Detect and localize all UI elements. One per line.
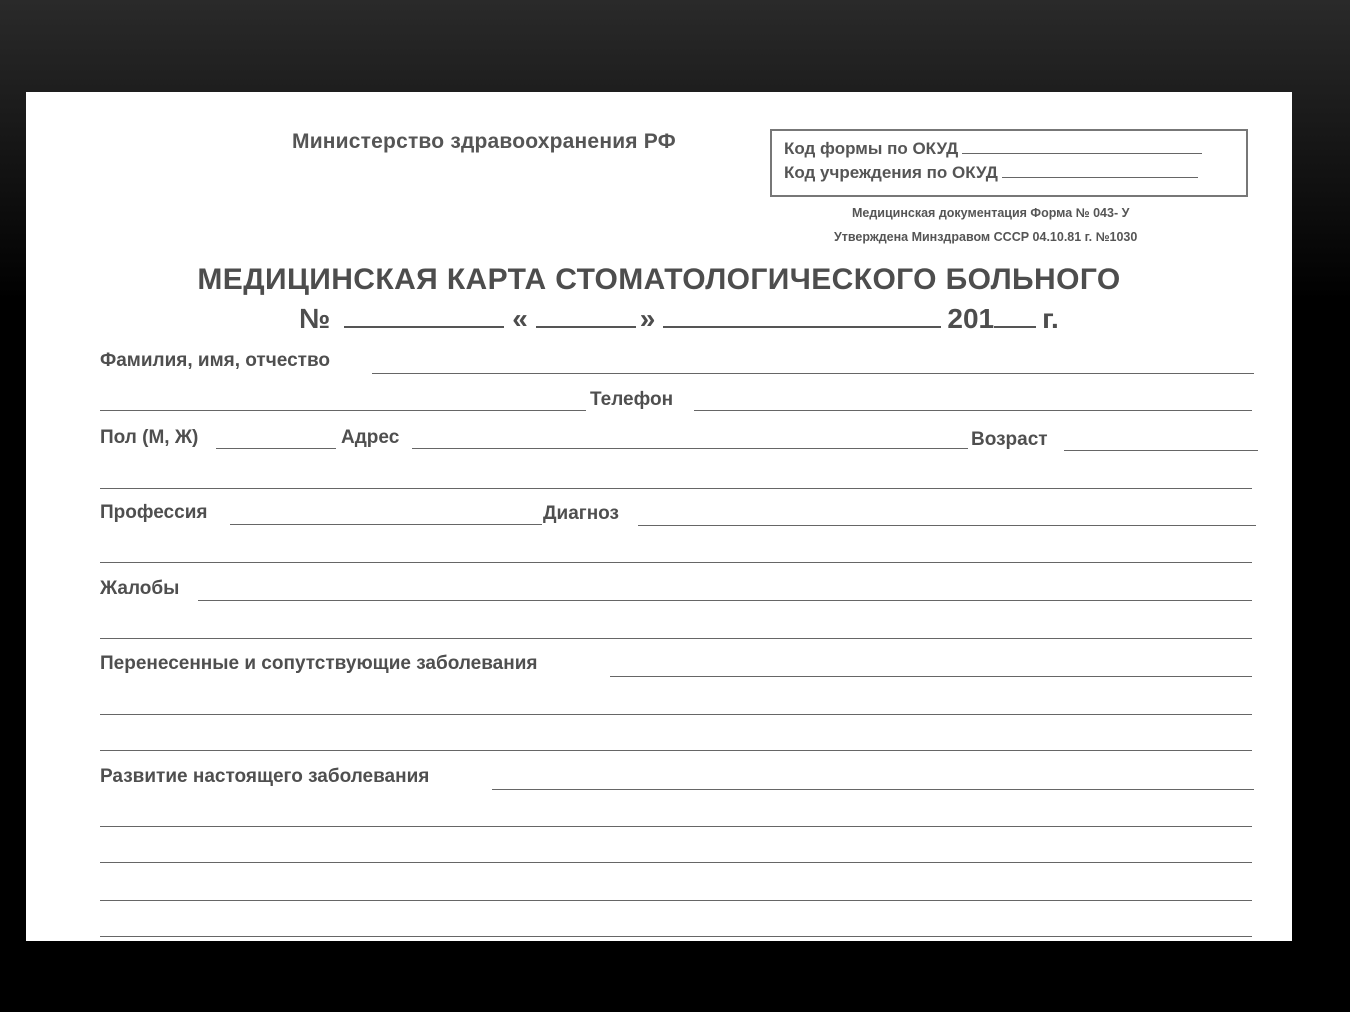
profession-line[interactable] xyxy=(230,524,542,525)
sex-line[interactable] xyxy=(216,448,336,449)
age-line[interactable] xyxy=(1064,450,1258,451)
year-input[interactable] xyxy=(994,302,1036,328)
card-number-input[interactable] xyxy=(344,302,504,328)
past-diseases-label: Перенесенные и сопутствующие заболевания xyxy=(100,653,538,674)
complaints-continuation-line[interactable] xyxy=(100,638,1252,639)
open-quote: « xyxy=(512,303,528,334)
month-input[interactable] xyxy=(663,302,941,328)
form-code-input[interactable] xyxy=(962,139,1202,154)
form-code-label: Код формы по ОКУД xyxy=(784,139,959,158)
present-disease-line-4[interactable] xyxy=(100,900,1252,901)
present-disease-line[interactable] xyxy=(492,789,1254,790)
past-diseases-line[interactable] xyxy=(610,676,1252,677)
medical-card-form xyxy=(26,92,1292,941)
age-label: Возраст xyxy=(971,429,1048,450)
present-disease-line-5[interactable] xyxy=(100,936,1252,937)
sex-label: Пол (М, Ж) xyxy=(100,427,199,448)
profession-label: Профессия xyxy=(100,502,208,523)
okud-code-box xyxy=(770,129,1248,197)
phone-label: Телефон xyxy=(590,389,674,410)
approval-note: Утверждена Минздравом СССР 04.10.81 г. №1030 xyxy=(834,230,1138,244)
ministry-heading: Министерство здравоохранения РФ xyxy=(292,130,676,153)
present-disease-line-2[interactable] xyxy=(100,826,1252,827)
diagnosis-continuation-line[interactable] xyxy=(100,562,1252,563)
present-disease-line-3[interactable] xyxy=(100,862,1252,863)
past-diseases-line-3[interactable] xyxy=(100,750,1252,751)
diagnosis-line[interactable] xyxy=(638,525,1256,526)
day-input[interactable] xyxy=(536,302,636,328)
institution-code-label: Код учреждения по ОКУД xyxy=(784,163,998,182)
diagnosis-label: Диагноз xyxy=(543,503,619,524)
institution-code-row xyxy=(784,163,1198,183)
present-disease-label: Развитие настоящего заболевания xyxy=(100,766,430,787)
form-code-row xyxy=(784,139,1202,159)
complaints-line[interactable] xyxy=(198,600,1252,601)
year-suffix: г. xyxy=(1042,303,1059,334)
address-continuation-line[interactable] xyxy=(100,488,1252,489)
full-name-label: Фамилия, имя, отчество xyxy=(100,350,330,371)
phone-line[interactable] xyxy=(694,410,1252,411)
complaints-label: Жалобы xyxy=(100,578,180,599)
card-number-row xyxy=(299,302,1059,335)
doc-type-note: Медицинская документация Форма № 043- У xyxy=(852,206,1130,220)
year-prefix: 201 xyxy=(947,303,995,334)
address-line[interactable] xyxy=(412,448,968,449)
past-diseases-line-2[interactable] xyxy=(100,714,1252,715)
close-quote: » xyxy=(639,303,656,334)
full-name-line[interactable] xyxy=(372,373,1254,374)
address-label: Адрес xyxy=(341,427,400,448)
form-title: МЕДИЦИНСКАЯ КАРТА СТОМАТОЛОГИЧЕСКОГО БОЛЬНОГО xyxy=(197,263,1121,296)
institution-code-input[interactable] xyxy=(1002,163,1198,178)
full-name-continuation-line[interactable] xyxy=(100,410,586,411)
number-sign: № xyxy=(299,303,331,334)
